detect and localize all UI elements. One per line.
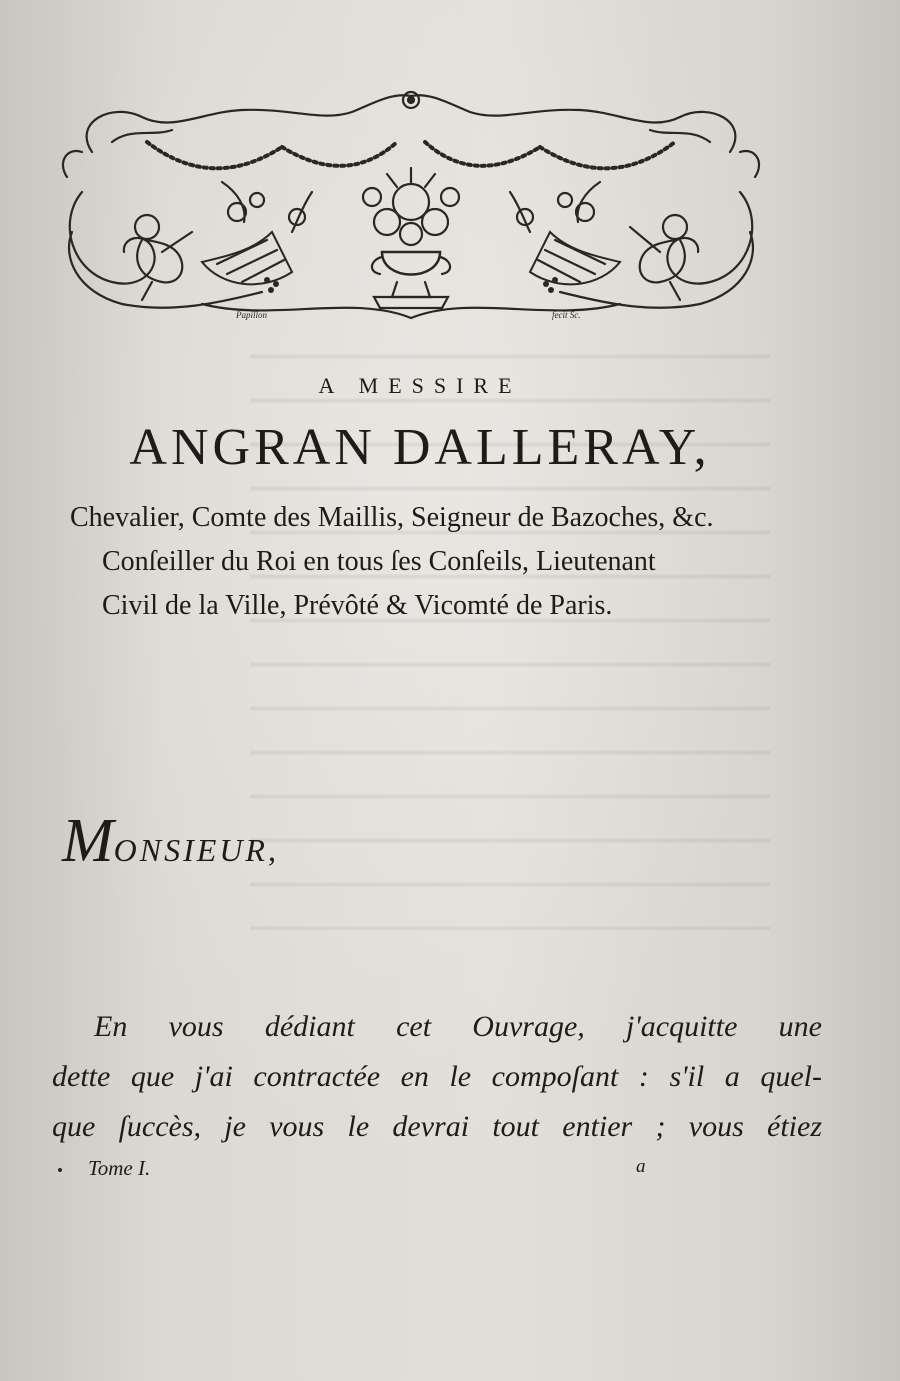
body-line: dette que j'ai contractée en le compoſant : s'il a quel- [52,1060,822,1093]
signature-mark: Tome I. [88,1156,151,1180]
engraver-signature-left: Papillon [236,310,267,320]
dedicatee-name: ANGRAN DALLERAY, [129,419,711,476]
salutation-initial: M [62,807,114,875]
print-speck [58,1168,62,1172]
dedication-body [52,1002,822,1152]
title-line: Chevalier, Comte des Maillis, Seigneur de Bazoches, &c. [70,502,714,533]
salutation-rest: ONSIEUR, [113,832,279,868]
title-line: Civil de la Ville, Prévôté & Vicomté de Paris. [102,590,613,621]
dedication-kicker: A MESSIRE [318,373,522,398]
body-line: que ſuccès, je vous le devrai tout entier ; vous étiez [52,1110,822,1143]
gathering-mark: a [636,1156,646,1177]
title-line: Conſeiller du Roi en tous ſes Conſeils, Lieutenant [102,546,656,577]
headpiece-engraving [52,82,770,332]
dedicatee-titles [70,496,810,628]
body-line: En vous dédiant cet Ouvrage, j'acquitte une [94,1010,822,1043]
engraver-signature-right: fecit Sc. [552,310,581,320]
salutation [62,806,279,877]
ornamental-headpiece [52,82,770,332]
